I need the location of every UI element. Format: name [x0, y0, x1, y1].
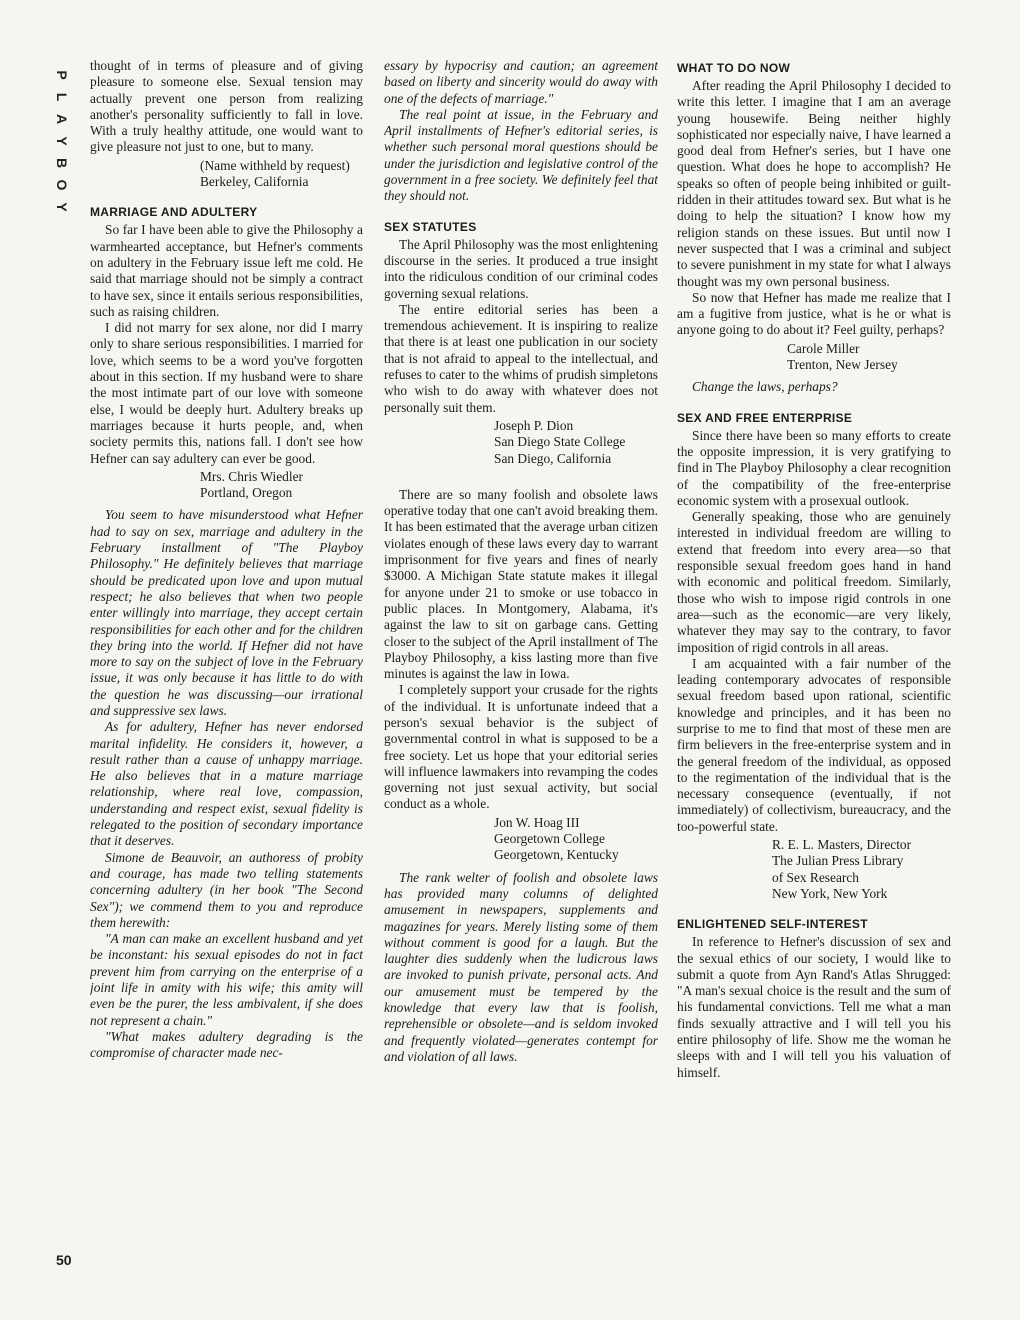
signature-line: Trenton, New Jersey	[787, 357, 898, 373]
signature-line: New York, New York	[772, 885, 888, 901]
signature	[677, 837, 951, 902]
signature	[384, 418, 658, 467]
signature	[90, 158, 363, 191]
signature-line: San Diego State College	[494, 434, 626, 450]
signature-line: Georgetown College	[494, 831, 605, 847]
section-heading: MARRIAGE AND ADULTERY	[90, 205, 258, 220]
letter-paragraph: So now that Hefner has made me realize that I am a fugitive from justice, what is he or what is anyone going to do about it? Feel guilty, perhaps?	[677, 289, 951, 338]
section-heading: WHAT TO DO NOW	[677, 61, 791, 75]
signature-line: Georgetown, Kentucky	[494, 847, 619, 863]
editor-reply: Simone de Beauvoir, an authoress of probity and courage, has made two telling statements concerning adultery (in her book "The Second Sex"); we commend them to you and reproduce them herewith:	[90, 849, 363, 930]
signature-line: San Diego, California	[494, 450, 612, 466]
signature-line: Berkeley, California	[200, 174, 309, 190]
magazine-name-letter: A	[54, 113, 70, 125]
editor-reply: Change the laws, perhaps?	[692, 379, 838, 395]
magazine-name-letter: Y	[54, 202, 70, 212]
letter-paragraph: There are so many foolish and obsolete laws operative today that one can't avoid breaking them. It has been estimated that the average urban citizen violates enough of these laws every day to warrant imprisonment for five years and fines of nearly $3000. A Michigan State statute makes it illegal for anyone under 21 to smoke or use tobacco in public places. In Montgomery, Alabama, it's against the law to sit on garbage cans. Getting closer to the subject of the April installment of The Playboy Philosophy, a kiss lasting more than five minutes is against the law in Iowa.	[384, 486, 658, 682]
editor-reply: You seem to have misunderstood what Hefner had to say on sex, marriage and adultery in the February installment of "The Playboy Philosophy." He definitely believes that marriage should be predicated upon love and upon mutual respect; he also believes that when two people enter willingly into marriage, they accept certain responsibilities for each other and for the children they bring into the world. If Hefner did not have more to say on the subject of love in the February issue, it was only because it has little to do with the question he was discussing—our irrational and suppressive sex laws.	[90, 507, 363, 718]
signature-line: of Sex Research	[772, 869, 860, 885]
section-heading: ENLIGHTENED SELF-INTEREST	[677, 917, 868, 932]
magazine-name-letter: L	[54, 92, 70, 102]
editor-reply: The rank welter of foolish and obsolete laws has provided many columns of delighted amusement in newspapers, supplements and magazines for years. Merely listing some of them without comment is good for a laugh. But the laughter dies suddenly when the ludicrous laws are invoked to punish private, personal acts. And our amusement must be tempered by the knowledge that every law that is foolish, reprehensible or obsolete—and is seldom invoked and frequently violated—generates contempt for and violation of all laws.	[384, 869, 658, 1064]
magazine-name-letter: P	[54, 70, 70, 80]
letter-paragraph: In reference to Hefner's discussion of sex and the sexual ethics of our society, I would like to submit a quote from Ayn Rand's Atlas Shrugged: "A man's sexual choice is the result and the sum of his fundamental convictions. Tell me what a man finds sexually attractive and I will tell you his entire philosophy of life. Show me the woman he sleeps with and I will tell you his valuation of himself.	[677, 934, 951, 1080]
letter-paragraph: I did not marry for sex alone, nor did I marry only to share serious responsibilities. I married for love, which seems to be a word you've forgotten about in this section. If my husband were to share the most intimate part of our love with someone else, I would be deeply hurt. Adultery breaks up marriages because it hurts people, and, when society permits this, nations fall. I don't see how Hefner can say adultery can ever be good.	[90, 320, 363, 466]
magazine-name-letter: B	[54, 157, 70, 169]
editor-quote: "What makes adultery degrading is the compromise of character made nec-	[90, 1028, 363, 1061]
editor-reply: As for adultery, Hefner has never endorsed marital infidelity. He considers it, however, a result rather than a cause of unhappy marriage. He also believes that in a mature marriage relationship, where real love, compassion, understanding and respect exist, sexual fidelity is relegated to the position of secondary importance that it deserves.	[90, 719, 363, 849]
signature	[384, 815, 658, 864]
signature	[90, 469, 363, 502]
column-1	[90, 58, 363, 1280]
column-3	[677, 58, 951, 1280]
magazine-name-letter: Y	[54, 136, 70, 146]
signature-line: Carole Miller	[787, 340, 860, 356]
letter-paragraph: After reading the April Philosophy I decided to write this letter. I imagine that I am an average young housewife. Being neither highly sophisticated nor especially naive, I have learned a good deal from Hefner's series, but I have one question. What does he hope to accomplish? He speaks so often of people being inhibited or guilt-ridden in their attitudes toward sex. But what is he doing to help the situation? I know how my religion stands on these issues. But until now I never suspected that I was a criminal and subject to severe punishment in my state for what I always thought was my own personal business.	[677, 78, 951, 289]
section-heading: SEX STATUTES	[384, 219, 477, 234]
letter-paragraph: The entire editorial series has been a tremendous achievement. It is inspiring to realize that there is at least one publication in our society that is not afraid to appeal to the intellectual, and refuses to cater to the whims of prudish simpletons who wish to do away with whatever does not personally suit them.	[384, 301, 658, 415]
letter-paragraph: I completely support your crusade for the rights of the individual. It is unfortunate indeed that a person's sexual behavior is the subject of governmental control in what is supposed to be a free society. Let us hope that your editorial series will influence lawmakers into revamping the codes governing not just sexual activity, but social conduct as a whole.	[384, 682, 658, 812]
section-heading: SEX AND FREE ENTERPRISE	[677, 410, 853, 425]
editor-quote: "A man can make an excellent husband and yet be inconstant: his sexual episodes do not in fact prevent him from carrying on the enterprise of a joint life in amity with his wife; this amity will even be the purer, the less ambivalent, if she does not represent a chain."	[90, 931, 363, 1028]
signature	[677, 341, 951, 374]
editor-quote: essary by hypocrisy and caution; an agreement based on liberty and sincerity would do away with one of the defects of marriage."	[384, 58, 658, 106]
magazine-name-letter: O	[54, 179, 70, 191]
letter-paragraph: Generally speaking, those who are genuinely interested in individual freedom are willing to extend that freedom into every area—so that responsible sexual freedom goes hand in hand with economic and political freedom. Similarly, those who wish to impose rigid controls in one area—such as the economic—are very likely, whatever they may say to the contrary, to favor imposition of rigid controls in all areas.	[677, 509, 951, 655]
letter-paragraph: The April Philosophy was the most enlightening discourse in the series. It produced a true insight into the ridiculous condition of our criminal codes governing sexual relations.	[384, 236, 658, 301]
column-2	[384, 58, 658, 1280]
letter-paragraph: Since there have been so many efforts to create the opposite impression, it is very gratifying to find in The Playboy Philosophy a clear recognition of the compatibility of the free-enterprise economic system with a prosexual outlook.	[677, 427, 951, 508]
signature-line: (Name withheld by request)	[200, 157, 350, 173]
letter-paragraph: So far I have been able to give the Philosophy a warmhearted acceptance, but Hefner's comments on adultery in the February issue left me cold. He said that marriage should not be simply a contract to have sex, since it entails serious responsibilities, such as raising children.	[90, 222, 363, 319]
magazine-name-vertical	[53, 64, 71, 218]
signature-line: Jon W. Hoag III	[494, 814, 580, 830]
letter-paragraph: thought of in terms of pleasure and of giving pleasure to someone else. Sexual tension may actually prevent one person from realizing another's personality sufficiently to fall in love. With a truly healthy attitude, one would want to give pleasure not just to one, but to many.	[90, 58, 363, 155]
signature-line: Joseph P. Dion	[494, 417, 574, 433]
signature-line: The Julian Press Library	[772, 853, 904, 869]
letter-paragraph: I am acquainted with a fair number of the leading contemporary advocates of responsible sexual freedom based upon rational, scientific knowledge and principles, and it has been no surprise to me to find that most of these men are firm believers in the free-enterprise system and in the general freedom of the individual, as opposed to the regimentation of the individual that is the necessary consequence (eventually, if not immediately) of collectivism, bureaucracy, and the too-powerful state.	[677, 655, 951, 834]
signature-line: Portland, Oregon	[200, 485, 293, 501]
page-number: 50	[56, 1252, 72, 1268]
signature-line: Mrs. Chris Wiedler	[200, 468, 303, 484]
editor-reply: The real point at issue, in the February and April installments of Hefner's editorial series, is whether such personal moral questions should be under the jurisdiction and legislative control of the government in a free society. We definitely feel that they should not.	[384, 106, 658, 204]
signature-line: R. E. L. Masters, Director	[772, 837, 912, 853]
